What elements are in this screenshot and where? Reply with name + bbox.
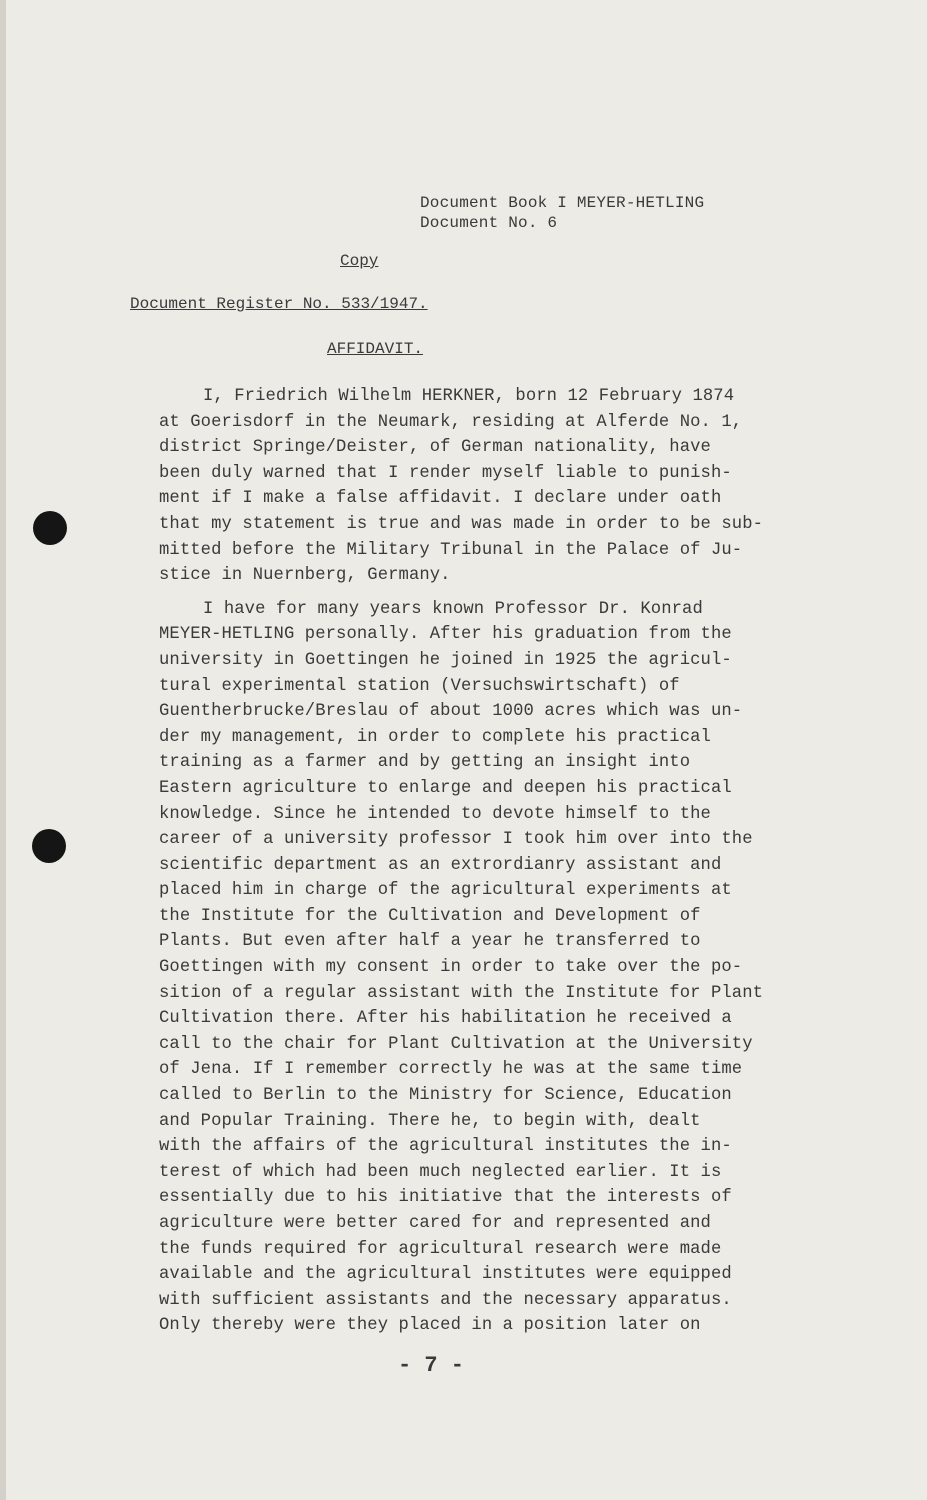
paragraph-2-line: with the affairs of the agricultural institutes the in-: [159, 1137, 732, 1157]
paragraph-1-line: been duly warned that I render myself liable to punish-: [159, 463, 732, 483]
page-number: - 7 -: [398, 1353, 465, 1378]
paragraph-2-line: Goettingen with my consent in order to take over the po-: [159, 958, 743, 978]
paragraph-2-line: knowledge. Since he intended to devote himself to the: [159, 804, 711, 824]
affidavit-title: AFFIDAVIT.: [327, 340, 424, 358]
paragraph-1-line: district Springe/Deister, of German nationality, have: [159, 438, 711, 458]
paragraph-1-line: stice in Nuernberg, Germany.: [159, 566, 451, 586]
paragraph-2-line: sition of a regular assistant with the Institute for Plant: [159, 983, 764, 1003]
punch-hole-top: [33, 511, 67, 545]
paragraph-1-line: mitted before the Military Tribunal in the Palace of Ju-: [159, 540, 743, 560]
paragraph-2-line: call to the chair for Plant Cultivation at the University: [159, 1034, 753, 1054]
paragraph-2-line: placed him in charge of the agricultural experiments at: [159, 881, 732, 901]
paragraph-2-line: university in Goettingen he joined in 1925 the agricul-: [159, 650, 732, 670]
paragraph-2-line: Eastern agriculture to enlarge and deepen his practical: [159, 778, 732, 798]
paragraph-2-line: Only thereby were they placed in a position later on: [159, 1316, 701, 1336]
paragraph-2-line: essentially due to his initiative that the interests of: [159, 1188, 732, 1208]
paragraph-2-line: agriculture were better cared for and represented and: [159, 1214, 711, 1233]
affidavit-body: [159, 384, 859, 1339]
paragraph-2-line: tural experimental station (Versuchswirtschaft) of: [159, 676, 680, 696]
paragraph-2-line: I have for many years known Professor Dr. Konrad: [203, 599, 703, 619]
paragraph-2-line: the Institute for the Cultivation and Development of: [159, 906, 701, 926]
paragraph-2-line: career of a university professor I took him over into the: [159, 830, 753, 850]
paragraph-1-line: at Goerisdorf in the Neumark, residing at Alferde No. 1,: [159, 412, 743, 432]
page-edge-shadow: [0, 0, 6, 1500]
paragraph-2-line: der my management, in order to complete his practical: [159, 727, 711, 747]
paragraph-2-line: scientific department as an extrordianry assistant and: [159, 855, 722, 875]
copy-label: Copy: [340, 252, 379, 270]
paragraph-1-line: ment if I make a false affidavit. I declare under oath: [159, 489, 722, 509]
paragraph-2-line: and Popular Training. There he, to begin with, dealt: [159, 1111, 701, 1131]
paragraph-2-line: terest of which had been much neglected earlier. It is: [159, 1162, 722, 1182]
paragraph-2-line: training as a farmer and by getting an insight into: [159, 753, 691, 773]
paragraph-2-line: with sufficient assistants and the necessary apparatus.: [159, 1290, 732, 1310]
paragraph-2-line: Plants. But even after half a year he transferred to: [159, 932, 701, 952]
paragraph-gap: [159, 589, 859, 597]
paragraph-2-line: Cultivation there. After his habilitation he received a: [159, 1009, 732, 1029]
punch-hole-bottom: [32, 829, 66, 863]
document-book-line: Document Book I MEYER-HETLING: [420, 194, 705, 212]
paragraph-2-line: Guentherbrucke/Breslau of about 1000 acres which was un-: [159, 702, 743, 722]
paragraph-2-line: the funds required for agricultural research were made: [159, 1239, 722, 1259]
paragraph-1-line: that my statement is true and was made in order to be sub-: [159, 514, 764, 534]
document-register-line: Document Register No. 533/1947.: [130, 295, 428, 313]
paragraph-1-line: I, Friedrich Wilhelm HERKNER, born 12 February 1874: [203, 387, 735, 406]
paragraph-2-line: MEYER-HETLING personally. After his graduation from the: [159, 625, 732, 645]
document-number-line: Document No. 6: [420, 214, 558, 232]
paragraph-2-line: called to Berlin to the Ministry for Science, Education: [159, 1086, 732, 1106]
document-reference: [420, 193, 704, 233]
paragraph-2-line: available and the agricultural institutes were equipped: [159, 1265, 732, 1285]
paragraph-2-line: of Jena. If I remember correctly he was at the same time: [159, 1060, 743, 1080]
